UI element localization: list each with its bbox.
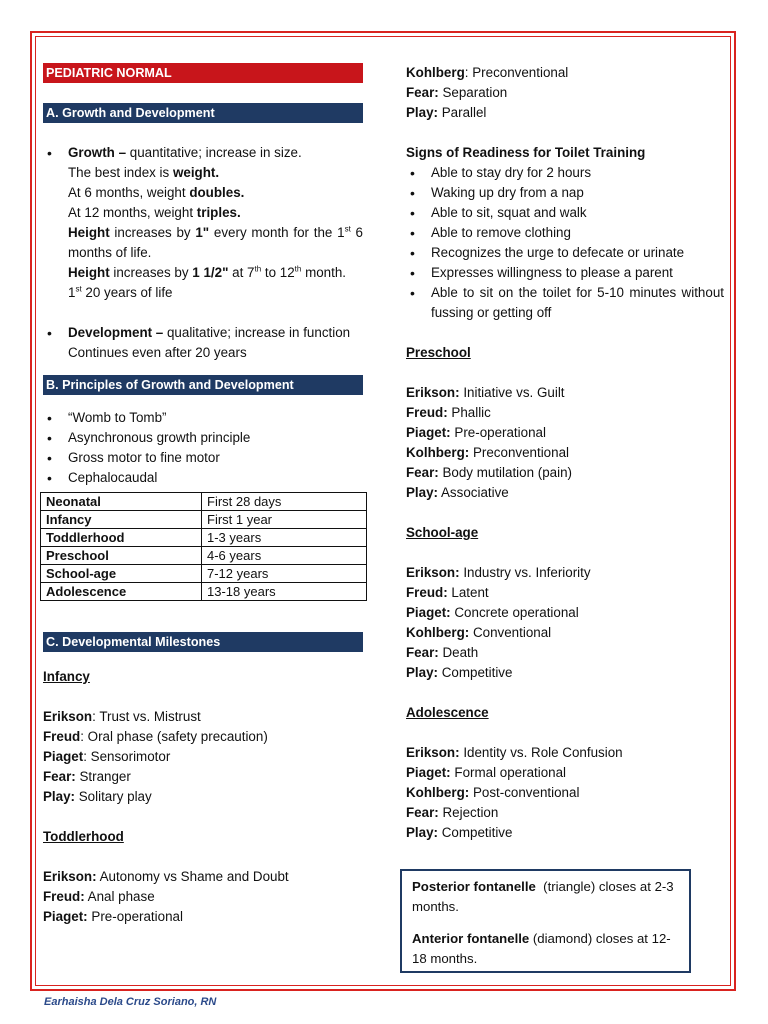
adolescence-details [406, 743, 724, 843]
age-stages-table [40, 492, 367, 601]
detail-row: Play: Competitive [406, 665, 513, 680]
section-b-header: B. Principles of Growth and Development [43, 375, 363, 395]
toilet-training-list [406, 163, 724, 323]
growth-list [43, 143, 363, 303]
detail-row: Fear: Stranger [43, 769, 131, 784]
list-item: • Able to stay dry for 2 hours [406, 163, 724, 183]
section-a-header: A. Growth and Development [43, 103, 363, 123]
preschool-details [406, 383, 724, 503]
growth-item: • Growth – quantitative; increase in size. The best index is weight. At 6 months, weight doubles. At 12 months, weight triples. Height increases by 1" every month for the 1st 6 months of life. Height increases by 1 1/2" at 7th to 12th month. 1st 20 years of life [43, 143, 363, 303]
list-item: • Able to sit, squat and walk [406, 203, 724, 223]
infancy-details [43, 707, 363, 807]
detail-row: Erikson: Autonomy vs Shame and Doubt [43, 869, 289, 884]
right-column [406, 63, 724, 843]
list-item: • Recognizes the urge to defecate or urinate [406, 243, 724, 263]
table-row: Toddlerhood 1-3 years [41, 529, 367, 547]
development-item: • Development – qualitative; increase in function Continues even after 20 years [43, 323, 363, 363]
fontanelle-box [400, 869, 691, 973]
schoolage-title: School-age [406, 525, 479, 540]
detail-row: Kohlberg: Post-conventional [406, 785, 580, 800]
detail-row: Piaget: Pre-operational [406, 425, 546, 440]
table-row: Infancy First 1 year [41, 511, 367, 529]
toddlerhood-continued [406, 63, 724, 123]
detail-row: Play: Competitive [406, 825, 513, 840]
detail-row: Erikson: Initiative vs. Guilt [406, 385, 565, 400]
posterior-fontanelle-note: Posterior fontanelle (triangle) closes at 2-3 months. [412, 879, 678, 914]
detail-row: Piaget: Formal operational [406, 765, 567, 780]
detail-row: Erikson: Trust vs. Mistrust [43, 709, 201, 724]
detail-row: Kolhberg: Preconventional [406, 445, 569, 460]
toilet-training-title: Signs of Readiness for Toilet Training [406, 145, 646, 160]
list-item: • Able to remove clothing [406, 223, 724, 243]
table-row: Adolescence 13-18 years [41, 583, 367, 601]
author-footer: Earhaisha Dela Cruz Soriano, RN [44, 996, 217, 1008]
detail-row: Freud: Phallic [406, 405, 491, 420]
detail-row: Erikson: Identity vs. Role Confusion [406, 745, 623, 760]
detail-row: Play: Solitary play [43, 789, 152, 804]
detail-row: Fear: Rejection [406, 805, 499, 820]
section-c-header: C. Developmental Milestones [43, 632, 363, 652]
toddlerhood-title: Toddlerhood [43, 829, 124, 844]
detail-row: Kohlberg: Preconventional [406, 65, 569, 80]
detail-row: Piaget: Concrete operational [406, 605, 579, 620]
detail-row: Piaget: Pre-operational [43, 909, 183, 924]
detail-row: Freud: Latent [406, 585, 489, 600]
detail-row: Play: Parallel [406, 105, 487, 120]
detail-row: Freud: Oral phase (safety precaution) [43, 729, 268, 744]
table-row: School-age 7-12 years [41, 565, 367, 583]
infancy-title: Infancy [43, 669, 90, 684]
anterior-fontanelle-note: Anterior fontanelle (diamond) closes at 12-18 months. [412, 931, 671, 966]
development-list [43, 323, 363, 363]
principles-list [43, 408, 363, 488]
schoolage-details [406, 563, 724, 683]
detail-row: Play: Associative [406, 485, 509, 500]
detail-row: Piaget: Sensorimotor [43, 749, 171, 764]
preschool-title: Preschool [406, 345, 471, 360]
detail-row: Fear: Body mutilation (pain) [406, 465, 572, 480]
detail-row: Fear: Separation [406, 85, 508, 100]
table-row: Neonatal First 28 days [41, 493, 367, 511]
detail-row: Erikson: Industry vs. Inferiority [406, 565, 591, 580]
list-item: • Waking up dry from a nap [406, 183, 724, 203]
left-column [43, 63, 363, 927]
detail-row: Kohlberg: Conventional [406, 625, 552, 640]
list-item: • Cephalocaudal [43, 468, 363, 488]
list-item: • Able to sit on the toilet for 5-10 minutes without fussing or getting off [406, 283, 724, 323]
list-item: • Expresses willingness to please a parent [406, 263, 724, 283]
adolescence-title: Adolescence [406, 705, 489, 720]
toddlerhood-details [43, 867, 363, 927]
detail-row: Fear: Death [406, 645, 479, 660]
document-title: PEDIATRIC NORMAL [43, 63, 363, 83]
list-item: • Gross motor to fine motor [43, 448, 363, 468]
table-row: Preschool 4-6 years [41, 547, 367, 565]
list-item: • Asynchronous growth principle [43, 428, 363, 448]
list-item: • “Womb to Tomb” [43, 408, 363, 428]
detail-row: Freud: Anal phase [43, 889, 155, 904]
